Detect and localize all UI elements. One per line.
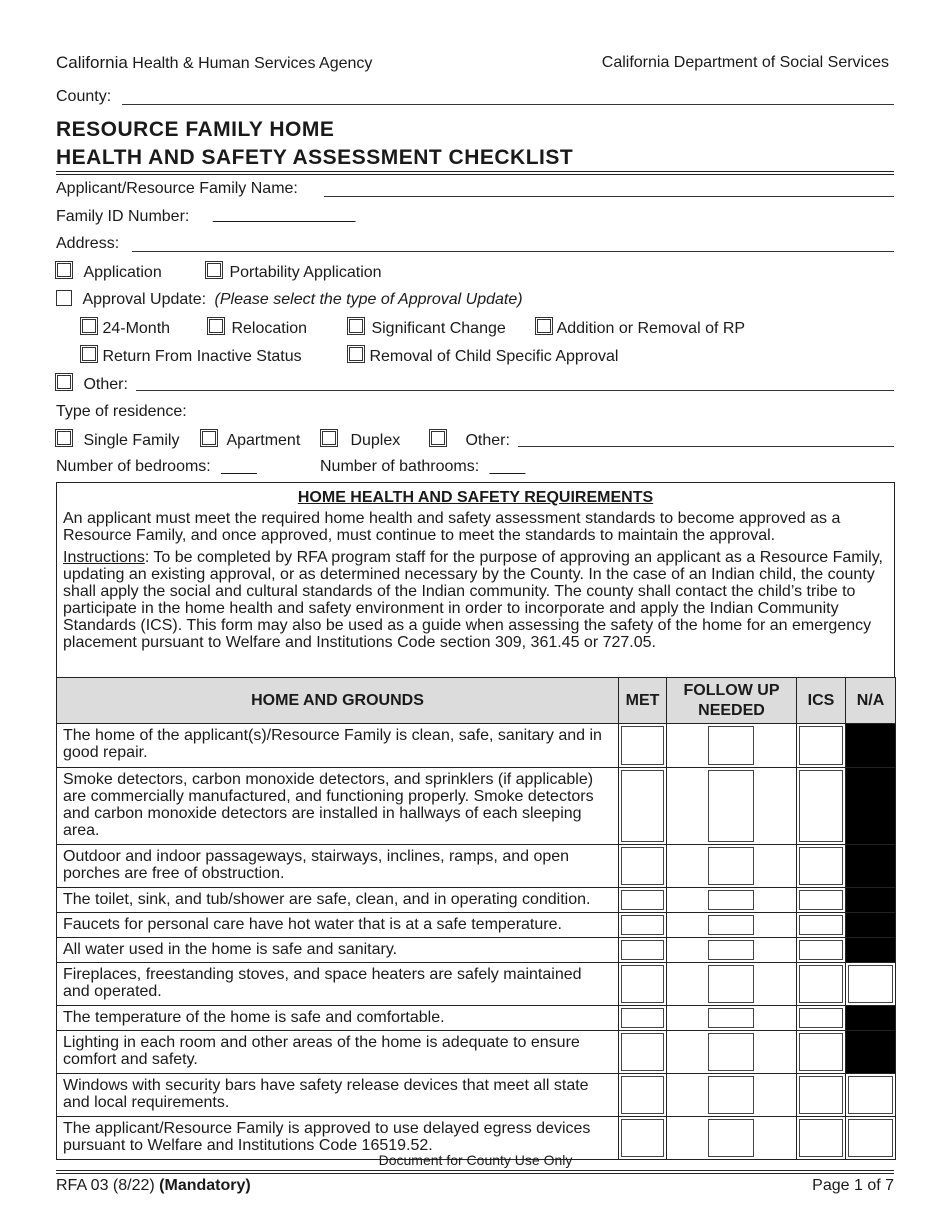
24-month-checkbox[interactable] bbox=[80, 317, 98, 335]
follow-up-box bbox=[708, 940, 754, 960]
removal-child-label: Removal of Child Specific Approval bbox=[369, 348, 619, 365]
na-checkbox[interactable] bbox=[846, 963, 896, 1006]
agency-header bbox=[56, 53, 372, 73]
approval-update-option[interactable] bbox=[56, 290, 523, 309]
table-row bbox=[57, 1006, 896, 1031]
return-inactive-checkbox[interactable] bbox=[80, 345, 98, 363]
approval-update-note: (Please select the type of Approval Update) bbox=[214, 291, 523, 308]
duplex-checkbox[interactable] bbox=[320, 429, 338, 447]
mandatory-label: (Mandatory) bbox=[159, 1177, 251, 1194]
other-residence-field[interactable] bbox=[518, 446, 894, 447]
met-checkbox[interactable] bbox=[619, 938, 667, 963]
follow-up-checkbox[interactable] bbox=[667, 1074, 797, 1117]
requirement-text: The applicant/Resource Family is approved to use delayed egress devices pursuant to Welfare and Institutions Code 16519.52. bbox=[57, 1117, 619, 1160]
requirement-text: All water used in the home is safe and sanitary. bbox=[57, 938, 619, 963]
met-box bbox=[621, 1008, 664, 1028]
approval-update-checkbox[interactable] bbox=[56, 290, 72, 306]
title-divider bbox=[56, 171, 894, 175]
ics-box bbox=[799, 1008, 843, 1028]
follow-up-box bbox=[708, 847, 754, 885]
other-application-label: Other: bbox=[83, 376, 128, 393]
follow-up-checkbox[interactable] bbox=[667, 913, 797, 938]
follow-up-box bbox=[708, 1033, 754, 1071]
portability-checkbox[interactable] bbox=[205, 261, 223, 279]
county-label: County: bbox=[56, 88, 112, 105]
met-box bbox=[621, 770, 664, 842]
duplex-option[interactable] bbox=[320, 429, 400, 450]
met-checkbox[interactable] bbox=[619, 845, 667, 888]
form-number: RFA 03 (8/22) bbox=[56, 1177, 155, 1194]
met-checkbox[interactable] bbox=[619, 768, 667, 845]
na-checkbox[interactable] bbox=[846, 1074, 896, 1117]
option-relocation[interactable] bbox=[207, 317, 307, 338]
duplex-label: Duplex bbox=[350, 432, 401, 449]
single-family-option[interactable] bbox=[55, 429, 179, 450]
ics-box bbox=[799, 1076, 843, 1114]
table-row bbox=[57, 1031, 896, 1074]
met-checkbox[interactable] bbox=[619, 1074, 667, 1117]
na-blocked-cell bbox=[846, 913, 896, 938]
met-box bbox=[621, 940, 664, 960]
address-field[interactable] bbox=[132, 251, 894, 252]
relocation-checkbox[interactable] bbox=[207, 317, 225, 335]
relocation-label: Relocation bbox=[231, 320, 308, 337]
ics-checkbox[interactable] bbox=[797, 1031, 846, 1074]
other-residence-checkbox[interactable] bbox=[429, 429, 447, 447]
portability-label: Portability Application bbox=[229, 264, 382, 281]
ics-box bbox=[799, 1033, 843, 1071]
follow-up-box bbox=[708, 770, 754, 842]
significant-change-checkbox[interactable] bbox=[347, 317, 365, 335]
requirement-text: Smoke detectors, carbon monoxide detectors, and sprinklers (if applicable) are commercially manufactured, and functioning properly. Smoke detectors and carbon monoxide detectors are installed in hallways of each sleeping area. bbox=[57, 768, 619, 845]
follow-up-box bbox=[708, 915, 754, 935]
instructions-text: : To be completed by RFA program staff for the purpose of approving an applicant as a Resource Family, updating an existing approval, or as determined necessary by the County. In the case of an Indian child, the county shall apply the social and cultural standards of the Indian community. The county shall contact the child’s tribe to participate in the home health and safety environment in order to incorporate and apply the Indian Community Standards (ICS). This form may also be used as a guide when assessing the safety of the home for an emergency placement pursuant to Welfare and Institutions Code section 309, 361.45 or 727.05. bbox=[63, 549, 883, 651]
bedrooms-label: Number of bedrooms: bbox=[56, 458, 211, 475]
follow-up-checkbox[interactable] bbox=[667, 724, 797, 768]
follow-up-checkbox[interactable] bbox=[667, 888, 797, 913]
met-box bbox=[621, 847, 664, 885]
header-follow-up: FOLLOW UP NEEDED bbox=[667, 678, 797, 724]
met-box bbox=[621, 1076, 664, 1114]
na-blocked-cell bbox=[846, 1006, 896, 1031]
option-24-month[interactable] bbox=[80, 317, 170, 338]
home-grounds-table bbox=[56, 677, 896, 1160]
requirements-heading: HOME HEALTH AND SAFETY REQUIREMENTS bbox=[297, 489, 654, 506]
title-line-1: RESOURCE FAMILY HOME bbox=[56, 118, 335, 141]
instructions-label: Instructions bbox=[63, 549, 145, 566]
requirement-text: Faucets for personal care have hot water that is at a safe temperature. bbox=[57, 913, 619, 938]
applicant-name-label: Applicant/Resource Family Name: bbox=[56, 180, 298, 197]
ics-checkbox[interactable] bbox=[797, 845, 846, 888]
other-application-option[interactable] bbox=[55, 373, 128, 394]
na-blocked-cell bbox=[846, 938, 896, 963]
requirement-text: Lighting in each room and other areas of the home is adequate to ensure comfort and safety. bbox=[57, 1031, 619, 1074]
bedrooms-row bbox=[56, 458, 257, 476]
na-box bbox=[848, 1076, 893, 1114]
county-use-note: Document for County Use Only bbox=[378, 1152, 573, 1168]
bathrooms-label: Number of bathrooms: bbox=[320, 458, 480, 475]
met-box bbox=[621, 890, 664, 910]
other-application-checkbox[interactable] bbox=[55, 373, 73, 391]
form-id bbox=[56, 1177, 251, 1195]
family-id-field[interactable]: ________________ bbox=[213, 206, 356, 223]
follow-up-checkbox[interactable] bbox=[667, 938, 797, 963]
header-na: N/A bbox=[846, 678, 896, 724]
met-checkbox[interactable] bbox=[619, 1006, 667, 1031]
met-checkbox[interactable] bbox=[619, 888, 667, 913]
table-row bbox=[57, 768, 896, 845]
met-checkbox[interactable] bbox=[619, 963, 667, 1006]
other-residence-label: Other: bbox=[465, 432, 510, 449]
application-option[interactable] bbox=[55, 261, 162, 282]
option-return-inactive[interactable] bbox=[80, 345, 302, 366]
requirement-text: Windows with security bars have safety release devices that meet all state and local requirements. bbox=[57, 1074, 619, 1117]
requirements-section bbox=[56, 482, 895, 678]
na-blocked-cell bbox=[846, 768, 896, 845]
agency-state: California bbox=[56, 53, 128, 72]
ics-box bbox=[799, 940, 843, 960]
met-checkbox[interactable] bbox=[619, 1031, 667, 1074]
residence-type-label: Type of residence: bbox=[56, 403, 187, 420]
page-number: Page 1 of 7 bbox=[812, 1177, 894, 1194]
ics-checkbox[interactable] bbox=[797, 768, 846, 845]
requirement-text: Outdoor and indoor passageways, stairways, inclines, ramps, and open porches are free of obstruction. bbox=[57, 845, 619, 888]
ics-checkbox[interactable] bbox=[797, 963, 846, 1006]
table-row bbox=[57, 1074, 896, 1117]
requirement-text: Fireplaces, freestanding stoves, and space heaters are safely maintained and operated. bbox=[57, 963, 619, 1006]
application-checkbox[interactable] bbox=[55, 261, 73, 279]
county-field[interactable] bbox=[122, 104, 894, 105]
table-row bbox=[57, 845, 896, 888]
option-removal-child[interactable] bbox=[347, 345, 618, 366]
header-ics: ICS bbox=[797, 678, 846, 724]
follow-up-box bbox=[708, 726, 754, 765]
page-title bbox=[56, 116, 573, 172]
ics-box bbox=[799, 770, 843, 842]
ics-box bbox=[799, 965, 843, 1003]
single-family-checkbox[interactable] bbox=[55, 429, 73, 447]
ics-box bbox=[799, 726, 843, 765]
follow-up-box bbox=[708, 1008, 754, 1028]
title-line-2: HEALTH AND SAFETY ASSESSMENT CHECKLIST bbox=[56, 146, 574, 169]
follow-up-checkbox[interactable] bbox=[667, 845, 797, 888]
ics-checkbox[interactable] bbox=[797, 888, 846, 913]
ics-checkbox[interactable] bbox=[797, 1006, 846, 1031]
met-box bbox=[621, 726, 664, 765]
bathrooms-field[interactable]: ____ bbox=[489, 458, 526, 475]
footer-divider bbox=[56, 1170, 894, 1174]
header-met: MET bbox=[619, 678, 667, 724]
ics-box bbox=[799, 915, 843, 935]
table-row bbox=[57, 724, 896, 768]
applicant-name-field[interactable] bbox=[324, 196, 894, 197]
follow-up-checkbox[interactable] bbox=[667, 1006, 797, 1031]
met-checkbox[interactable] bbox=[619, 724, 667, 768]
requirement-text: The toilet, sink, and tub/shower are safe, clean, and in operating condition. bbox=[57, 888, 619, 913]
addition-removal-label: Addition or Removal of RP bbox=[556, 320, 746, 337]
met-box bbox=[621, 965, 664, 1003]
option-significant-change[interactable] bbox=[347, 317, 506, 338]
na-blocked-cell bbox=[846, 724, 896, 768]
portability-option[interactable] bbox=[205, 261, 382, 282]
table-row bbox=[57, 963, 896, 1006]
na-blocked-cell bbox=[846, 1031, 896, 1074]
ics-box bbox=[799, 890, 843, 910]
option-addition-removal[interactable] bbox=[535, 317, 745, 338]
follow-up-box bbox=[708, 1076, 754, 1114]
table-header-row bbox=[57, 678, 896, 724]
met-box bbox=[621, 1033, 664, 1071]
department-name: California Department of Social Services bbox=[601, 54, 889, 71]
apartment-option[interactable] bbox=[200, 429, 300, 450]
ics-checkbox[interactable] bbox=[797, 1074, 846, 1117]
follow-up-box bbox=[708, 965, 754, 1003]
na-box bbox=[848, 965, 893, 1003]
addition-removal-checkbox[interactable] bbox=[535, 317, 553, 335]
follow-up-box bbox=[708, 890, 754, 910]
follow-up-checkbox[interactable] bbox=[667, 963, 797, 1006]
apartment-label: Apartment bbox=[226, 432, 301, 449]
ics-box bbox=[799, 847, 843, 885]
requirement-text: The home of the applicant(s)/Resource Family is clean, safe, sanitary and in good repair. bbox=[57, 724, 619, 768]
follow-up-checkbox[interactable] bbox=[667, 1031, 797, 1074]
requirements-intro: An applicant must meet the required home health and safety assessment standards to become approved as a Resource Family, and once approved, must continue to meet the standards to maintain the approval. bbox=[63, 510, 841, 544]
application-label: Application bbox=[83, 264, 162, 281]
bathrooms-row bbox=[320, 458, 525, 476]
other-application-field[interactable] bbox=[136, 390, 894, 391]
requirement-text: The temperature of the home is safe and comfortable. bbox=[57, 1006, 619, 1031]
follow-up-checkbox[interactable] bbox=[667, 768, 797, 845]
na-blocked-cell bbox=[846, 845, 896, 888]
table-row bbox=[57, 888, 896, 913]
24-month-label: 24-Month bbox=[102, 320, 171, 337]
met-checkbox[interactable] bbox=[619, 913, 667, 938]
bedrooms-field[interactable]: ____ bbox=[221, 458, 257, 475]
single-family-label: Single Family bbox=[83, 432, 180, 449]
apartment-checkbox[interactable] bbox=[200, 429, 218, 447]
na-blocked-cell bbox=[846, 888, 896, 913]
family-id-label: Family ID Number: bbox=[56, 208, 190, 225]
requirements-instructions bbox=[63, 549, 888, 651]
significant-change-label: Significant Change bbox=[371, 320, 506, 337]
ics-checkbox[interactable] bbox=[797, 913, 846, 938]
met-box bbox=[621, 915, 664, 935]
address-label: Address: bbox=[56, 235, 120, 252]
other-residence-option[interactable] bbox=[429, 429, 510, 450]
ics-checkbox[interactable] bbox=[797, 938, 846, 963]
table-row bbox=[57, 938, 896, 963]
removal-child-checkbox[interactable] bbox=[347, 345, 365, 363]
return-inactive-label: Return From Inactive Status bbox=[102, 348, 302, 365]
table-row bbox=[57, 913, 896, 938]
ics-checkbox[interactable] bbox=[797, 724, 846, 768]
approval-update-label: Approval Update: bbox=[82, 291, 207, 308]
agency-name: Health & Human Services Agency bbox=[132, 55, 373, 72]
header-home-grounds: HOME AND GROUNDS bbox=[57, 678, 619, 724]
